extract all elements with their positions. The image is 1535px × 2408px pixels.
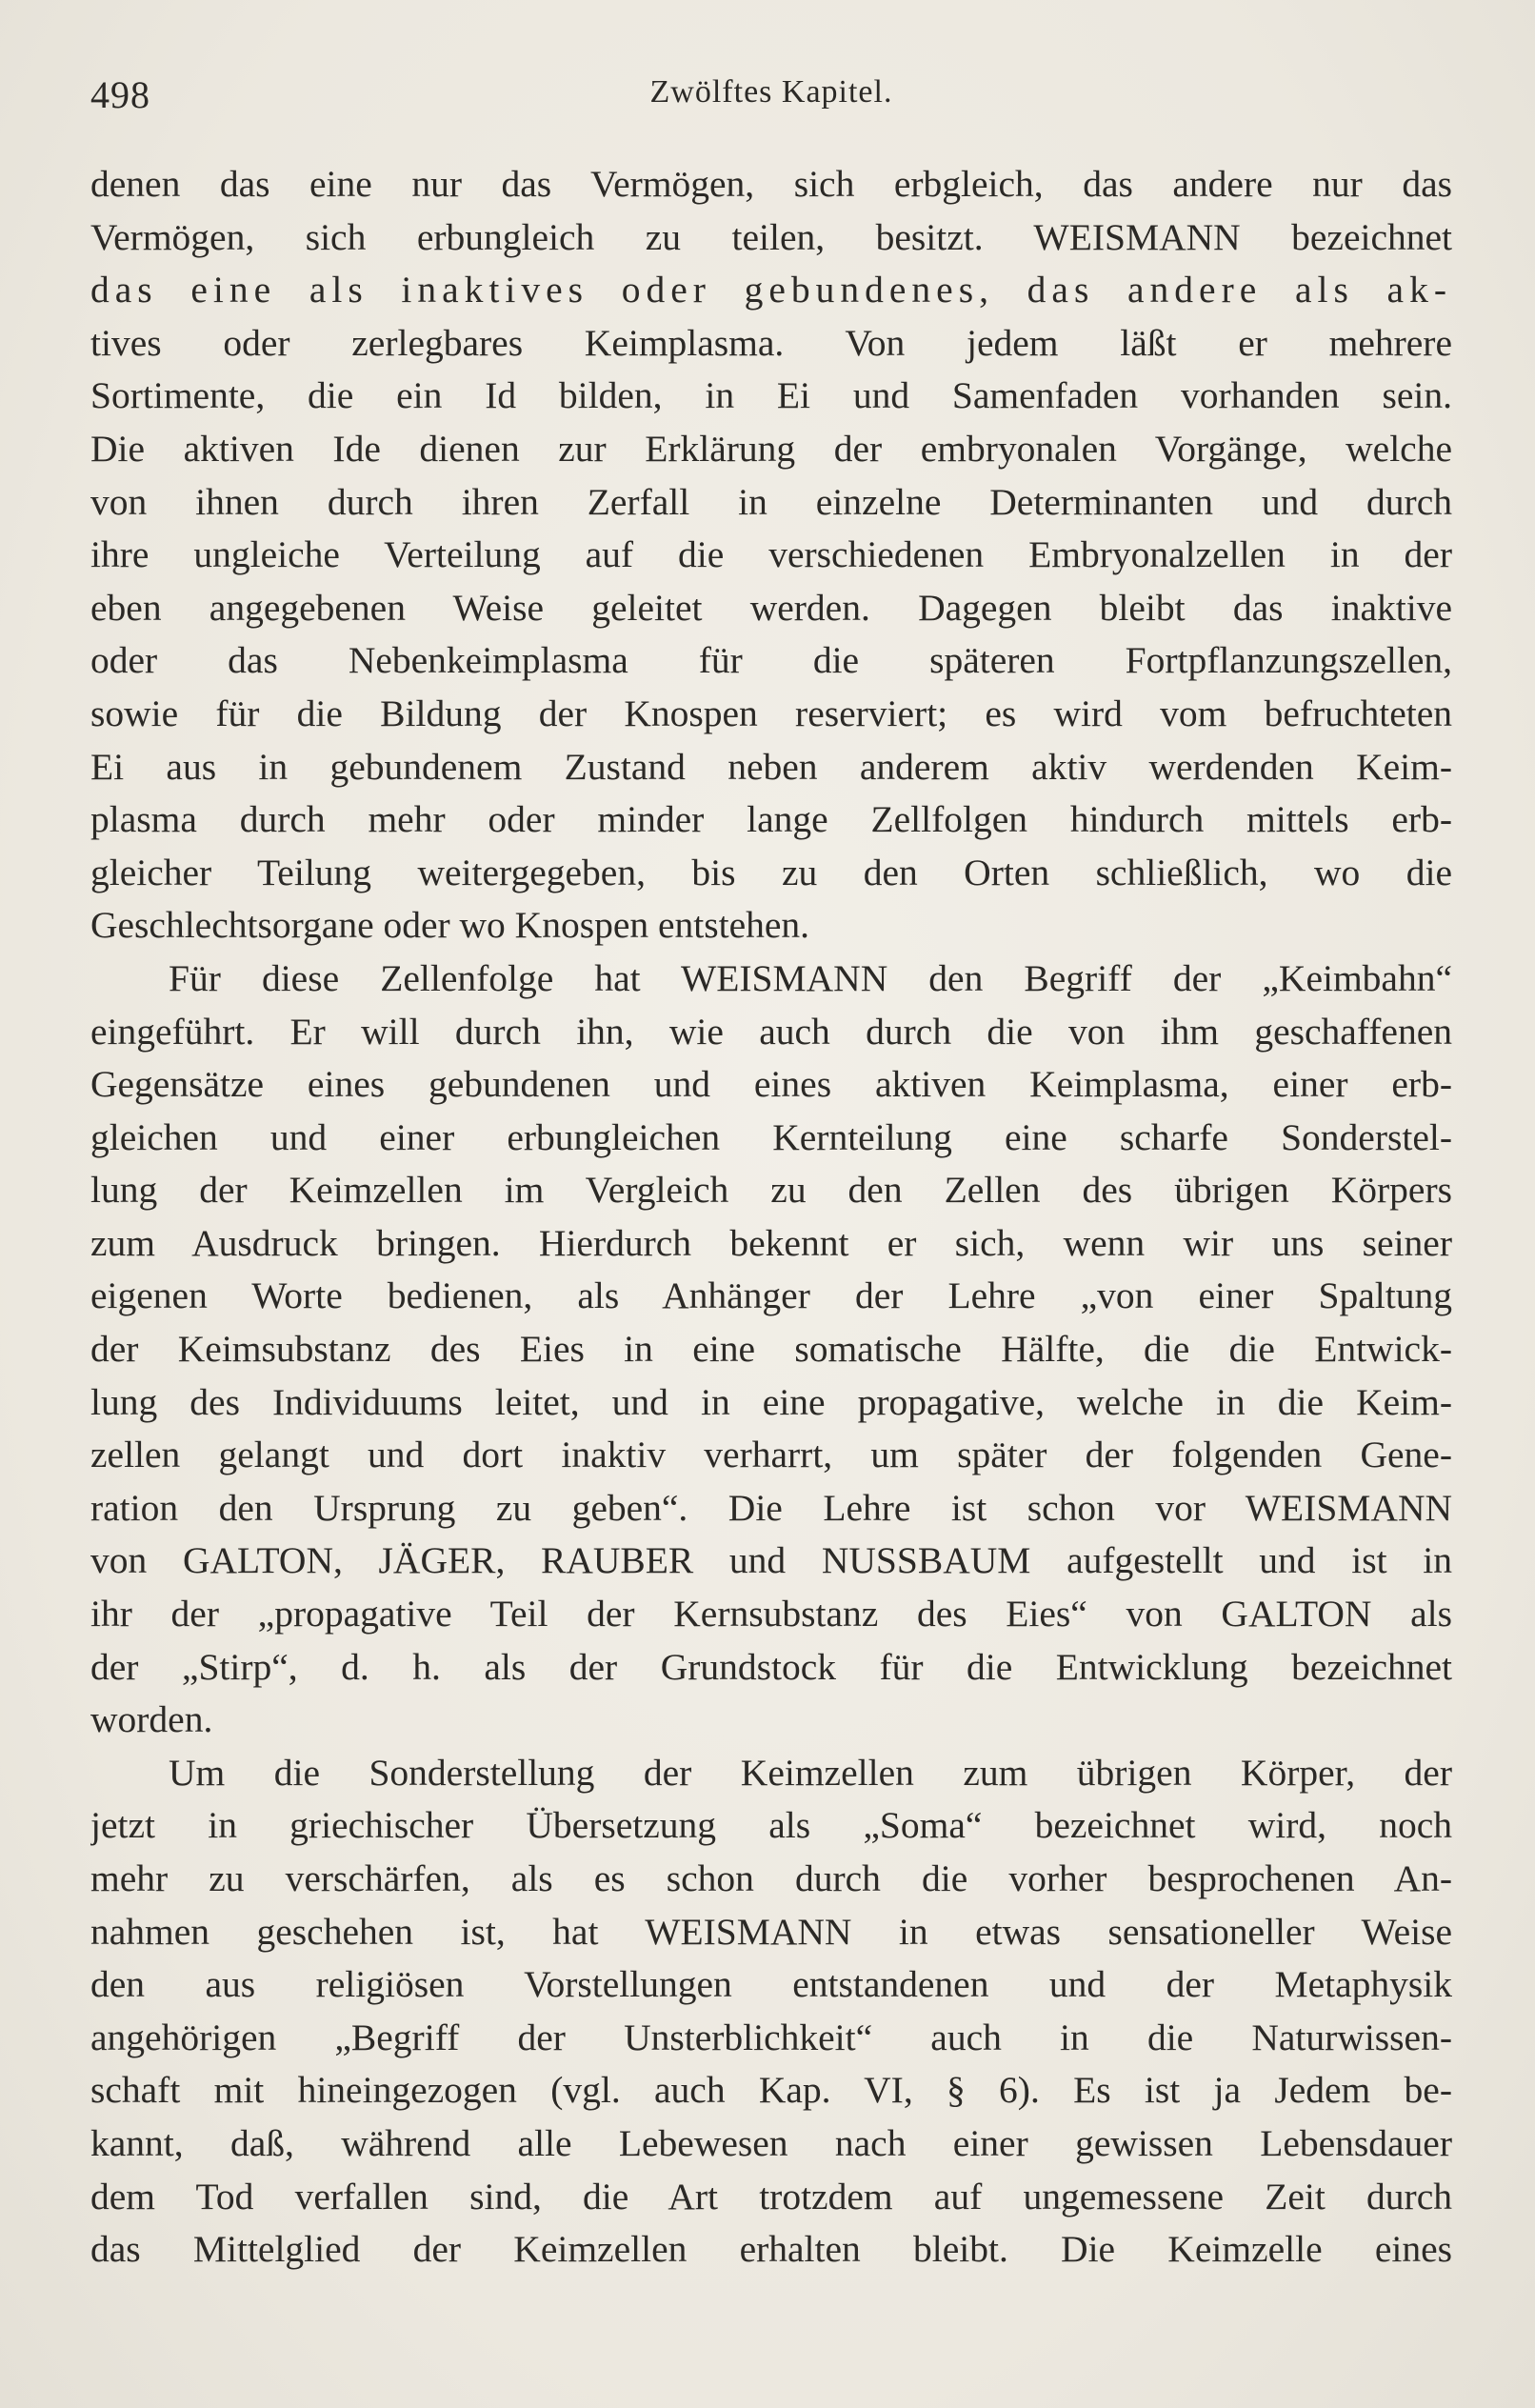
text-line: nahmen geschehen ist, hat WEISMANN in etwas sensationeller Weise	[90, 1910, 1452, 1953]
body-text	[90, 158, 1452, 2277]
text-line: von GALTON, JÄGER, RAUBER und NUSSBAUM aufgestellt und ist in	[90, 1539, 1452, 1582]
text-line: lung des Individuums leitet, und in eine propagative, welche in die Keim-	[90, 1380, 1452, 1423]
text-line: eigenen Worte bedienen, als Anhänger der Lehre „von einer Spaltung	[90, 1274, 1452, 1317]
text-line: Sortimente, die ein Id bilden, in Ei und Samenfaden vorhanden sein.	[90, 374, 1452, 417]
text-line: Um die Sonderstellung der Keimzellen zum übrigen Körper, der	[169, 1751, 1452, 1794]
text-line: dem Tod verfallen sind, die Art trotzdem auf ungemessene Zeit durch	[90, 2175, 1452, 2217]
text-line: tives oder zerlegbares Keimplasma. Von jedem läßt er mehrere	[90, 321, 1452, 364]
running-title: Zwölftes Kapitel.	[649, 74, 893, 110]
text-line: lung der Keimzellen im Vergleich zu den Zellen des übrigen Körpers	[90, 1169, 1452, 1212]
paragraph-1	[90, 158, 1452, 953]
text-line: plasma durch mehr oder minder lange Zellfolgen hindurch mittels erb-	[90, 798, 1452, 841]
page-number: 498	[90, 73, 150, 116]
text-line: das Mittelglied der Keimzellen erhalten bleibt. Die Keimzelle eines	[90, 2228, 1452, 2271]
text-line: Geschlechtsorgane oder wo Knospen entstehen.	[90, 904, 810, 947]
text-line: der Keimsubstanz des Eies in eine somatische Hälfte, die die Entwick-	[90, 1328, 1452, 1371]
text-line: worden.	[90, 1698, 213, 1741]
text-line: das eine als inaktives oder gebundenes, das andere als ak-	[90, 269, 1452, 311]
text-line: Für diese Zellenfolge hat WEISMANN den Begriff der „Keimbahn“	[169, 956, 1452, 999]
text-line: ihre ungleiche Verteilung auf die verschiedenen Embryonalzellen in der	[90, 533, 1452, 576]
text-line: Gegensätze eines gebundenen und eines aktiven Keimplasma, einer erb-	[90, 1063, 1452, 1106]
text-line: oder das Nebenkeimplasma für die späteren Fortpflanzungszellen,	[90, 639, 1452, 682]
text-line: schaft mit hineingezogen (vgl. auch Kap. VI, § 6). Es ist ja Jedem be-	[90, 2069, 1452, 2112]
text-line: ihr der „propagative Teil der Kernsubstanz des Eies“ von GALTON als	[90, 1593, 1452, 1635]
text-line: zellen gelangt und dort inaktiv verharrt, um später der folgenden Gene-	[90, 1434, 1452, 1476]
text-line: angehörigen „Begriff der Unsterblichkeit“ auch in die Naturwissen-	[90, 2016, 1452, 2058]
text-line: Ei aus in gebundenem Zustand neben anderem aktiv werdenden Keim-	[90, 745, 1452, 788]
text-line: gleicher Teilung weitergegeben, bis zu den Orten schließlich, wo die	[90, 851, 1452, 893]
paragraph-3	[90, 1747, 1452, 2277]
text-line: Die aktiven Ide dienen zur Erklärung der embryonalen Vorgänge, welche	[90, 427, 1452, 470]
text-line: den aus religiösen Vorstellungen entstandenen und der Metaphysik	[90, 1963, 1452, 2006]
paragraph-2	[90, 953, 1452, 1747]
text-line: der „Stirp“, d. h. als der Grundstock für die Entwicklung bezeichnet	[90, 1645, 1452, 1688]
text-line: sowie für die Bildung der Knospen reserviert; es wird vom befruchteten	[90, 692, 1452, 734]
text-line: zum Ausdruck bringen. Hierdurch bekennt er sich, wenn wir uns seiner	[90, 1221, 1452, 1264]
text-line: ration den Ursprung zu geben“. Die Lehre ist schon vor WEISMANN	[90, 1486, 1452, 1529]
text-line: mehr zu verschärfen, als es schon durch die vorher besprochenen An-	[90, 1857, 1452, 1899]
text-line: denen das eine nur das Vermögen, sich erbgleich, das andere nur das	[90, 163, 1452, 205]
text-line: jetzt in griechischer Übersetzung als „Soma“ bezeichnet wird, noch	[90, 1804, 1452, 1847]
text-line: eingeführt. Er will durch ihn, wie auch durch die von ihm geschaffenen	[90, 1010, 1452, 1053]
text-line: von ihnen durch ihren Zerfall in einzelne Determinanten und durch	[90, 480, 1452, 523]
text-line: gleichen und einer erbungleichen Kernteilung eine scharfe Sonderstel-	[90, 1115, 1452, 1158]
text-line: eben angegebenen Weise geleitet werden. Dagegen bleibt das inaktive	[90, 586, 1452, 629]
page-header	[90, 67, 1452, 124]
text-line: kannt, daß, während alle Lebewesen nach einer gewissen Lebensdauer	[90, 2121, 1452, 2164]
text-line: Vermögen, sich erbungleich zu teilen, besitzt. WEISMANN bezeichnet	[90, 215, 1452, 258]
